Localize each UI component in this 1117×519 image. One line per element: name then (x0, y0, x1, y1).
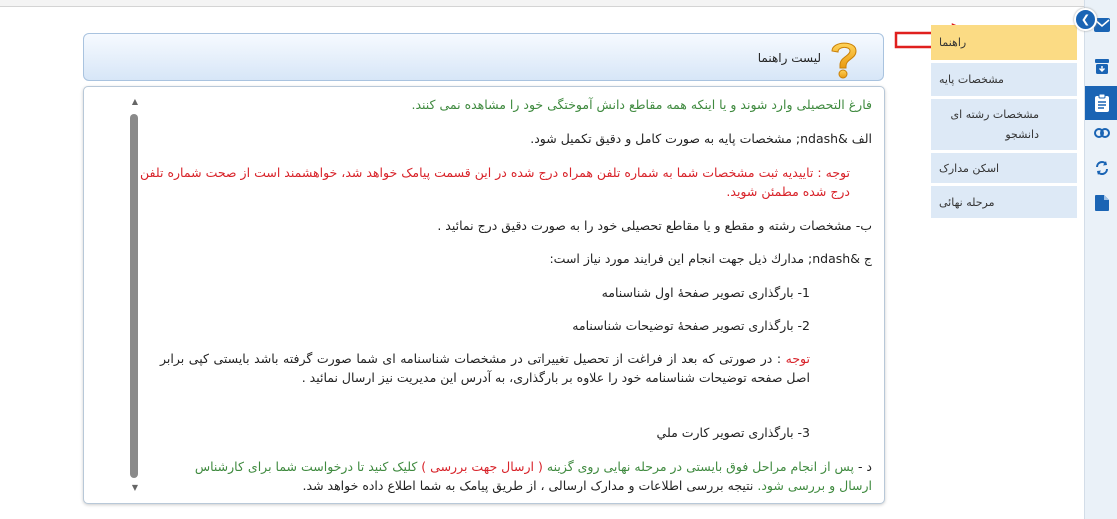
step-d-continued (112, 476, 872, 495)
step-d-text-1: پس از انجام مراحل فوق بایستی در مرحله نهایی روی گزینه (542, 459, 854, 474)
menu-item-field-info[interactable] (931, 99, 1077, 150)
step-d-tail: نتیجه بررسی اطلاعات و مدارک ارسالی ، از طریق پیامک به شما اطلاع داده خواهد شد. (302, 478, 758, 493)
step-a: الف &ndash; مشخصات پایه به صورت کامل و دقیق تکمیل شود. (530, 131, 872, 146)
step-b: ب- مشخصات رشته و مقطع و یا مقاطع تحصیلی خود را به صورت دقیق درج نمائید . (437, 218, 872, 233)
question-icon (827, 38, 861, 83)
menu-item-label: مشخصات پایه (939, 73, 1004, 86)
note-label: توجه (785, 351, 810, 366)
scroll-thumb[interactable] (130, 114, 138, 478)
archive-icon[interactable] (1091, 55, 1113, 77)
intro-paragraph: فارغ التحصیلی وارد شوند و یا اینکه همه مقاطع دانش آموختگی خود را مشاهده نمی کنند. (411, 97, 872, 112)
link-icon[interactable] (1091, 122, 1113, 144)
scroll-down-arrow-icon[interactable]: ▼ (131, 483, 139, 492)
doc-item-1: 1- بارگذاری تصویر صفحهٔ اول شناسنامه (601, 285, 810, 300)
vertical-scrollbar[interactable] (129, 97, 141, 493)
send-for-review-label: ( ارسال جهت بررسی ) (421, 459, 543, 474)
menu-item-label: اسکن مدارک (939, 161, 1000, 175)
step-d-text-2: کلیک کنید تا درخواست شما برای کارشناس (194, 459, 422, 474)
note-phone: توجه : تاییدیه ثبت مشخصات شما به شماره تلفن همراه درج شده در این قسمت پیامک خواهد شد، خواهشمند است از صحت شماره تلفن درج شده مطمئن شوید. (140, 165, 850, 199)
step-c: ج &ndash; مدارك ذيل جهت انجام اين فرايند مورد نياز است: (549, 251, 872, 266)
scroll-up-arrow-icon[interactable]: ▲ (131, 97, 139, 106)
doc-item-2: 2- بارگذاری تصویر صفحهٔ توضیحات شناسنامه (572, 318, 810, 333)
note-text: : در صورتی که بعد از فراغت از تحصیل تغییراتی در مشخصات شناسنامه ای شما صورت گرفته باشد بایستی کپی برابر اصل صفحه توضیحات شناسنامه خود را علاوه بر بارگذاری، به آدرس این مدیریت نیز ارسال نمائید . (160, 351, 810, 385)
help-list-header (83, 33, 884, 81)
menu-item-label: مرحله نهائی (939, 195, 995, 209)
menu-item-label: مشخصات رشته ای دانشجو (950, 107, 1039, 141)
help-content-panel (83, 86, 885, 504)
step-d-prefix: د - (853, 459, 872, 474)
top-bar (0, 0, 1084, 7)
menu-item-scan-documents[interactable] (931, 153, 1077, 183)
collapse-toggle-chevron-left-icon[interactable]: ❮ (1074, 8, 1097, 31)
page-title: لیست راهنما (757, 51, 821, 65)
document-icon[interactable] (1091, 192, 1113, 214)
step-d-text-3: ارسال و بررسی شود. (757, 478, 872, 493)
clipboard-icon[interactable] (1085, 86, 1117, 120)
side-menu (931, 25, 1077, 221)
note-birth-certificate (160, 349, 810, 387)
menu-item-basic-info[interactable] (931, 63, 1077, 96)
doc-item-3: 3- بارگذاری تصویر کارت ملي (656, 425, 810, 440)
menu-item-final-step[interactable] (931, 186, 1077, 218)
menu-item-label: راهنما (939, 36, 967, 49)
icon-rail (1084, 0, 1117, 519)
refresh-icon[interactable] (1091, 157, 1113, 179)
menu-item-help[interactable] (931, 25, 1077, 60)
step-d (112, 457, 872, 476)
